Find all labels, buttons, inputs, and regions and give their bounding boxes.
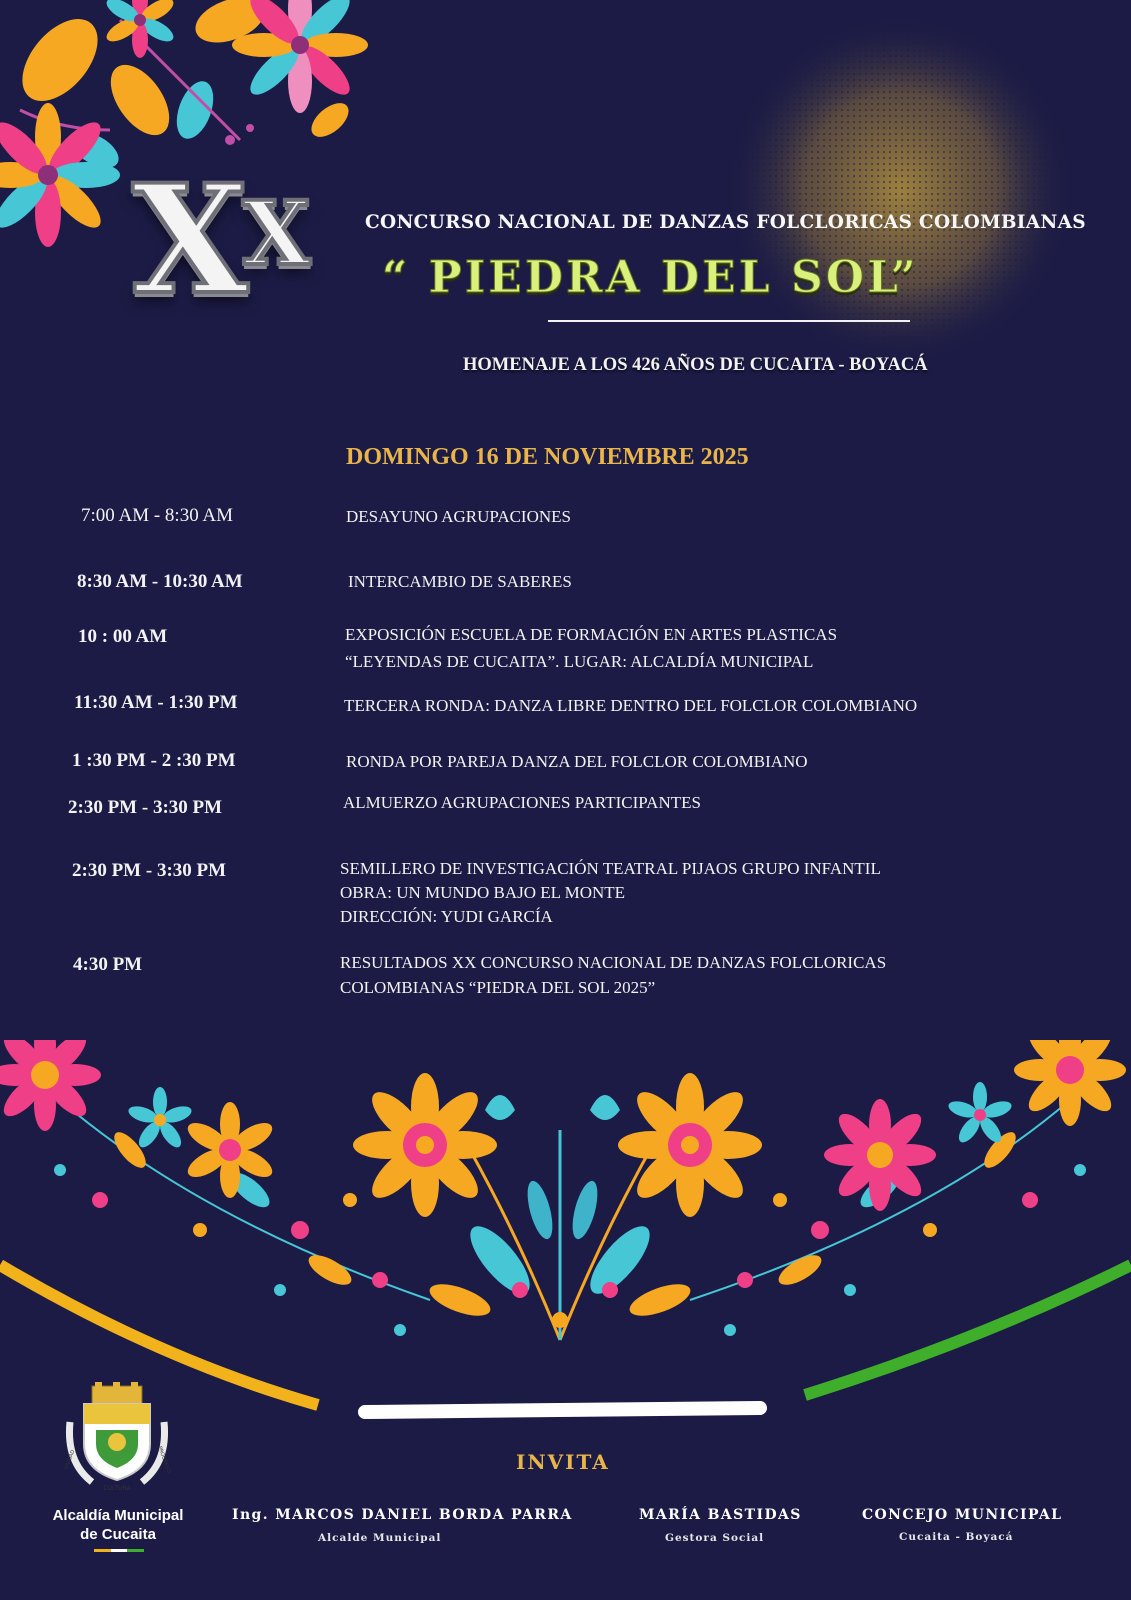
schedule-activity: ALMUERZO AGRUPACIONES PARTICIPANTES [343, 793, 701, 812]
schedule-activity: INTERCAMBIO DE SABERES [348, 572, 572, 591]
schedule-activity: DIRECCIÓN: YUDI GARCÍA [340, 907, 553, 926]
schedule-activity: OBRA: UN MUNDO BAJO EL MONTE [340, 883, 626, 902]
schedule-time: 4:30 PM [73, 954, 143, 975]
schedule-time: 1 :30 PM - 2 :30 PM [72, 750, 236, 771]
flag-underline [94, 1549, 144, 1553]
crest-motto-center: CULTURA [103, 1485, 131, 1492]
tribute-subtitle: HOMENAJE A LOS 426 AÑOS DE CUCAITA - BOYACÁ [463, 355, 928, 375]
title-divider [548, 320, 910, 322]
crest-motto-right: PROGRESO [156, 1445, 172, 1474]
mayor-name: Ing. MARCOS DANIEL BORDA PARRA [232, 1507, 573, 1523]
schedule-activity: DESAYUNO AGRUPACIONES [346, 507, 571, 526]
mayor-role: Alcalde Municipal [318, 1532, 442, 1544]
alcaldia-line-1: Alcaldía Municipal [52, 1507, 184, 1524]
crest-motto-left: UNIDAD [63, 1449, 77, 1471]
schedule-time: 7:00 AM - 8:30 AM [81, 505, 234, 526]
gestora-role: Gestora Social [665, 1532, 765, 1544]
schedule-activity: RONDA POR PAREJA DANZA DEL FOLCLOR COLOMBIANO [346, 752, 808, 771]
schedule-activity: SEMILLERO DE INVESTIGACIÓN TEATRAL PIJAOS GRUPO INFANTIL [340, 859, 881, 878]
schedule-time: 11:30 AM - 1:30 PM [74, 692, 238, 713]
schedule-time: 10 : 00 AM [78, 626, 168, 647]
festival-name: “ PIEDRA DEL SOL” [382, 252, 919, 303]
alcaldia-line-2: de Cucaita [80, 1526, 156, 1543]
schedule-activity: EXPOSICIÓN ESCUELA DE FORMACIÓN EN ARTES PLASTICAS [345, 625, 838, 644]
schedule-activity: RESULTADOS XX CONCURSO NACIONAL DE DANZAS FOLCLORICAS [340, 953, 887, 972]
schedule-activity: TERCERA RONDA: DANZA LIBRE DENTRO DEL FOLCLOR COLOMBIANO [344, 696, 918, 715]
invita-heading: INVITA [516, 1450, 610, 1474]
gestora-name: MARÍA BASTIDAS [639, 1507, 802, 1523]
event-date: DOMINGO 16 DE NOVIEMBRE 2025 [346, 444, 749, 470]
roman-numeral-xx: $X^X$ [132, 152, 311, 328]
alcaldia-caption [38, 1506, 198, 1544]
schedule-activity: COLOMBIANAS “PIEDRA DEL SOL 2025” [340, 978, 656, 997]
schedule-activity: “LEYENDAS DE CUCAITA”. LUGAR: ALCALDÍA MUNICIPAL [345, 652, 814, 671]
municipal-crest [62, 1382, 172, 1492]
schedule-time: 8:30 AM - 10:30 AM [77, 571, 243, 592]
schedule-time: 2:30 PM - 3:30 PM [68, 797, 223, 818]
contest-title: CONCURSO NACIONAL DE DANZAS FOLCLORICAS COLOMBIANAS [365, 212, 1086, 233]
concejo-place: Cucaita - Boyacá [899, 1531, 1014, 1543]
schedule-time: 2:30 PM - 3:30 PM [72, 860, 227, 881]
concejo-name: CONCEJO MUNICIPAL [862, 1507, 1063, 1523]
